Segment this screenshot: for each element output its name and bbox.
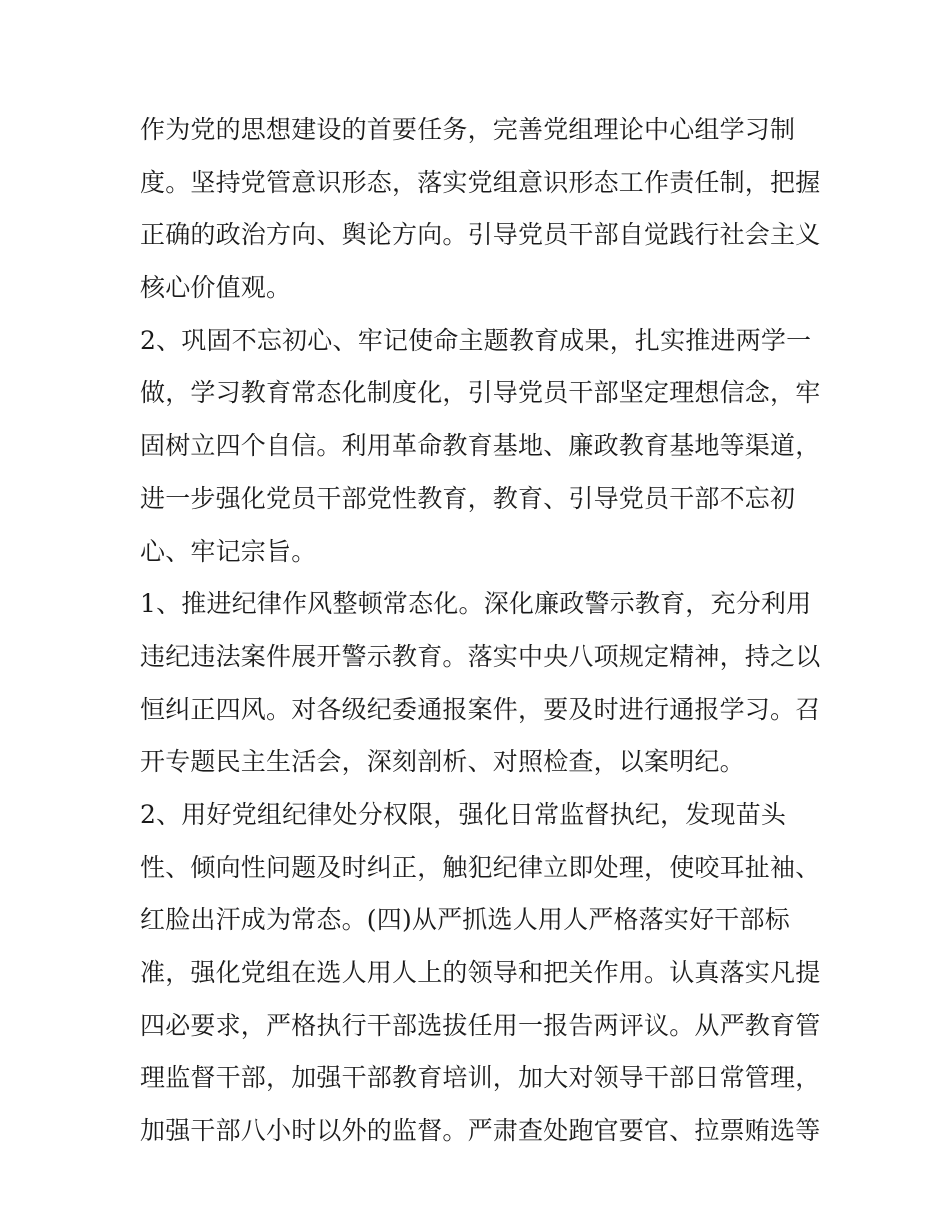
- text-line: 2、巩固不忘初心、牢记使命主题教育成果，扎实推进两学一: [140, 325, 812, 355]
- text-line: 加强干部八小时以外的监督。严肃查处跑官要官、拉票贿选等: [140, 1116, 821, 1146]
- text-line: 红脸出汗成为常态。(四)从严抓选人用人严格落实好干部标: [140, 905, 790, 935]
- text-line: 违纪违法案件展开警示教育。落实中央八项规定精神，持之以: [140, 641, 821, 671]
- text-line: 正确的政治方向、舆论方向。引导党员干部自觉践行社会主义: [140, 220, 821, 250]
- body-text: [140, 104, 830, 1158]
- text-line: 作为党的思想建设的首要任务，完善党组理论中心组学习制: [140, 115, 796, 144]
- text-line: 2、用好党组纪律处分权限，强化日常监督执纪，发现苗头: [140, 799, 787, 829]
- text-line: 四必要求，严格执行干部选拔任用一报告两评议。从严教育管: [140, 1010, 821, 1040]
- text-line: 核心价值观。: [140, 273, 292, 303]
- text-line: 进一步强化党员干部党性教育，教育、引导党员干部不忘初: [140, 483, 796, 513]
- text-line: 准，强化党组在选人用人上的领导和把关作用。认真落实凡提: [140, 958, 821, 987]
- text-line: 固树立四个自信。利用革命教育基地、廉政教育基地等渠道，: [140, 431, 821, 461]
- text-line: 做，学习教育常态化制度化，引导党员干部坚定理想信念，牢: [140, 378, 821, 408]
- text-line: 理监督干部，加强干部教育培训，加大对领导干部日常管理，: [140, 1063, 821, 1093]
- text-line: 度。坚持党管意识形态，落实党组意识形态工作责任制，把握: [140, 167, 821, 197]
- text-line: 开专题民主生活会，深刻剖析、对照检查，以案明纪。: [140, 747, 745, 777]
- text-line: 1、推进纪律作风整顿常态化。深化廉政警示教育，充分利用: [140, 589, 812, 619]
- text-line: 恒纠正四风。对各级纪委通报案件，要及时进行通报学习。召: [140, 694, 821, 724]
- text-line: 心、牢记宗旨。: [140, 536, 317, 566]
- text-line: 性、倾向性问题及时纠正，触犯纪律立即处理，使咬耳扯袖、: [140, 852, 821, 882]
